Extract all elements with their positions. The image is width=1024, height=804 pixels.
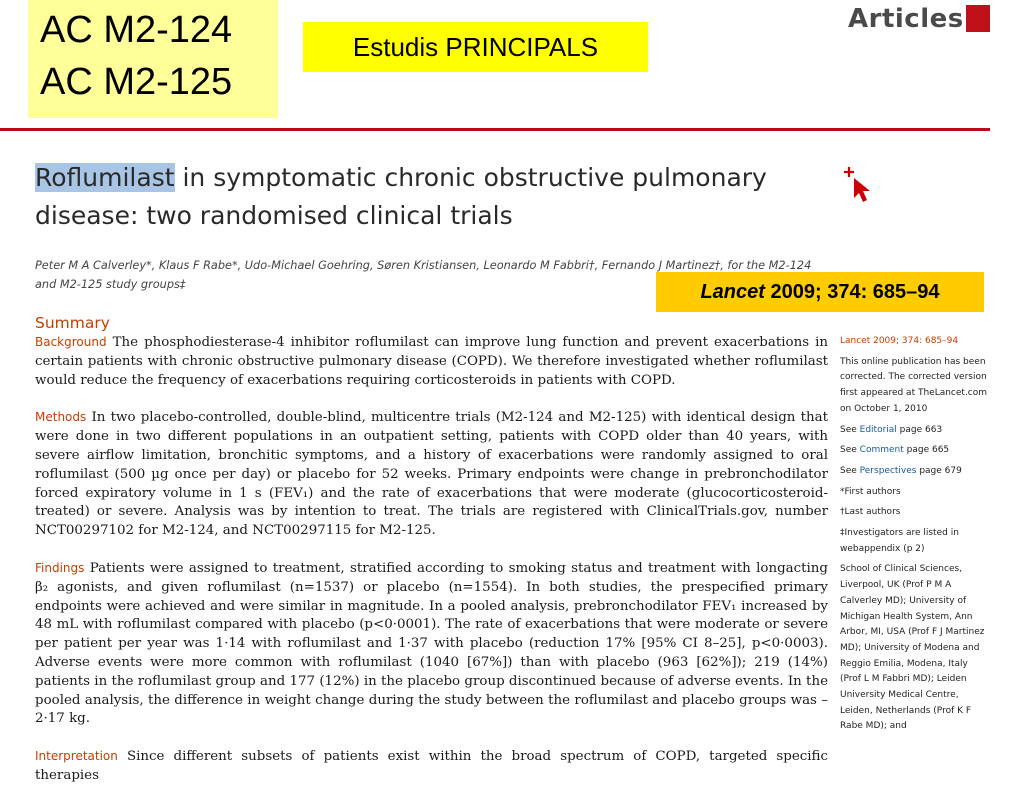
article-title	[35, 159, 825, 235]
investigators-note: ‡Investigators are listed in webappendix (p 2)	[840, 528, 959, 554]
title-highlight: Roflumilast	[35, 163, 175, 192]
principals-label: Estudis PRINCIPALS	[303, 22, 648, 72]
section-label: Findings	[35, 560, 85, 575]
study-id-1: AC M2-124	[40, 9, 233, 51]
first-authors-note: *First authors	[840, 486, 901, 497]
section-label: Interpretation	[35, 749, 118, 764]
see-prefix: See	[840, 465, 860, 476]
journal-logo-square	[966, 5, 990, 32]
summary-heading: Summary	[35, 314, 110, 332]
abstract-body	[35, 333, 828, 804]
header-rule	[0, 128, 990, 131]
study-id-box	[28, 0, 278, 118]
perspectives-link[interactable]: Perspectives	[859, 465, 917, 476]
abstract-methods	[35, 408, 828, 541]
abstract-findings	[35, 559, 828, 729]
pointer-cursor-icon	[842, 166, 872, 204]
see-prefix: See	[840, 445, 860, 456]
sidebar-notes	[840, 334, 990, 740]
title-rest: in symptomatic chronic obstructive pulmonary disease: two randomised clinical trials	[35, 163, 767, 230]
page-ref: page 663	[896, 424, 943, 435]
page-ref: page 665	[903, 445, 950, 456]
citation-journal: Lancet	[700, 281, 765, 303]
last-authors-note: †Last authors	[840, 507, 901, 518]
see-perspectives	[840, 464, 990, 480]
see-prefix: See	[840, 424, 860, 435]
see-editorial	[840, 423, 990, 439]
affiliations: School of Clinical Sciences, Liverpool, UK (Prof P M A Calverley MD); University of Michigan Health System, Ann Arbor, MI, USA (Prof F J Martinez MD); University of Modena and Reggio Emilia, Modena, Italy (Prof L M Fabbri MD); Leiden University Medical Centre, Leiden, Netherlands (Prof K F Rabe MD); and	[840, 564, 985, 732]
citation-details: 2009; 374: 685–94	[764, 281, 940, 303]
section-text: In two placebo-controlled, double-blind, multicentre trials (M2-124 and M2-125) with identical design that were done in two different populations in an outpatient setting, patients with COPD older than 40 years, with severe airflow limitation, bronchitic symptoms, and a history of exacerbations were randomly assigned to oral roflumilast (500 µg once per day) or placebo for 52 weeks. Primary endpoints were change in prebronchodilator forced expiratory volume in 1 s (FEV₁) and the rate of exacerbations that were moderate (glucocorticosteroid-treated) or severe. Analysis was by intention to treat. The trials are registered with ClinicalTrials.gov, number NCT00297102 for M2-124, and NCT00297115 for M2-125.	[35, 410, 828, 539]
section-label: Background	[35, 335, 107, 349]
abstract-background	[35, 333, 828, 390]
comment-link[interactable]: Comment	[859, 445, 904, 456]
page-ref: page 679	[916, 465, 962, 476]
section-text: Since different subsets of patients exist within the broad spectrum of COPD, targeted specific therapies	[35, 749, 828, 783]
section-text: The phosphodiesterase-4 inhibitor roflumilast can improve lung function and prevent exacerbations in certain patients with chronic obstructive pulmonary disease (COPD). We therefore investigated whether roflumilast would reduce the frequency of exacerbations requiring corticosteroids in patients with COPD.	[35, 335, 828, 388]
editorial-link[interactable]: Editorial	[859, 424, 897, 435]
section-label: Methods	[35, 410, 87, 425]
abstract-interpretation	[35, 747, 828, 786]
author-list: Peter M A Calverley*, Klaus F Rabe*, Udo-Michael Goehring, Søren Kristiansen, Leonardo M Fabbri†, Fernando J Martinez†, for the M2-124 and M2-125 study groups‡	[35, 259, 812, 291]
see-comment	[840, 443, 990, 459]
section-text: Patients were assigned to treatment, stratified according to smoking status and treatment with longacting β₂ agonists, and given roflumilast (n=1537) or placebo (n=1554). In both studies, the prespecified primary endpoints were achieved and were similar in magnitude. In a pooled analysis, prebronchodilator FEV₁ increased by 48 mL with roflumilast compared with placebo (p<0·0001). The rate of exacerbations that were moderate or severe per patient per year was 1·14 with roflumilast and 1·37 with placebo (reduction 17% [95% CI 8–25], p<0·0003). Adverse events were more common with roflumilast (1040 [67%]) than with placebo (963 [62%]); 219 (14%) patients in the roflumilast group and 177 (12%) in the placebo group discontinued because of adverse events. In the pooled analysis, the difference in weight change during the study between the roflumilast and placebo groups was –2·17 kg.	[35, 560, 828, 727]
sidebar-citation: Lancet 2009; 374: 685–94	[840, 336, 959, 346]
citation-badge	[656, 272, 984, 312]
study-id-2: AC M2-125	[40, 61, 233, 103]
journal-header: Articles	[848, 4, 964, 34]
correction-note: This online publication has been corrected. The corrected version first appeared at TheLancet.com on October 1, 2010	[840, 356, 988, 414]
